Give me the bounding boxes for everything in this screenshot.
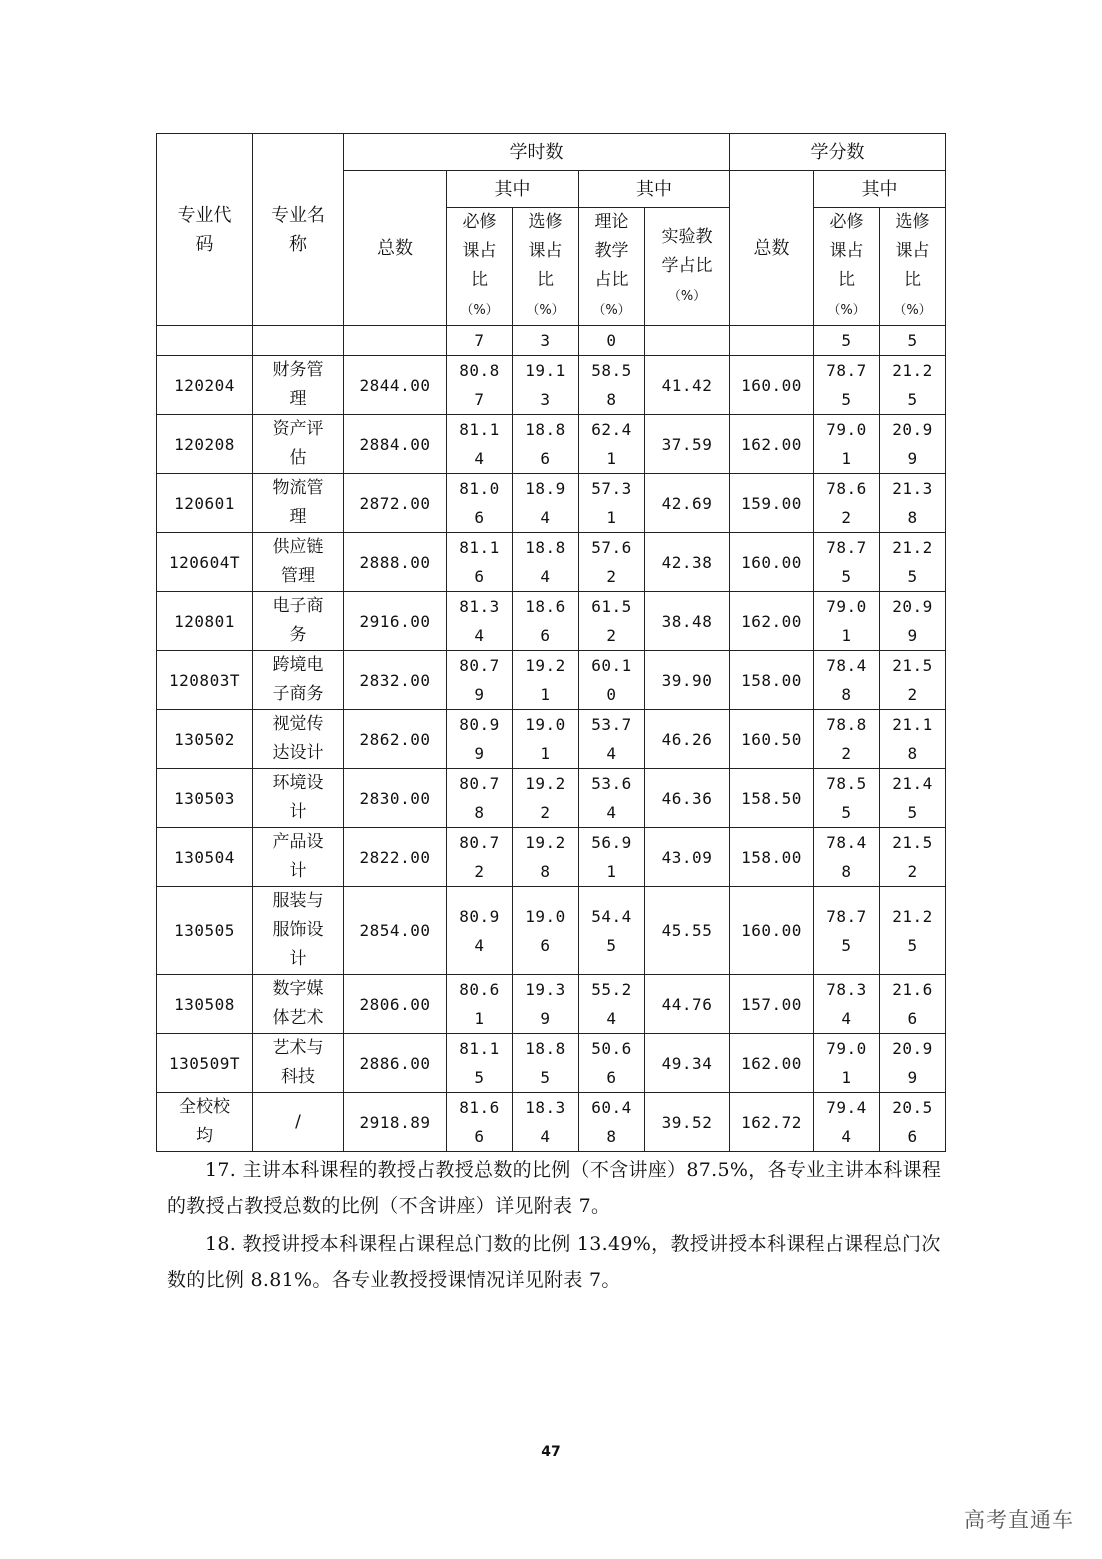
cell-creq: 78.7 5 [814,356,880,415]
cell-credits: 162.72 [730,1093,814,1152]
cell-name: 资产评 估 [253,415,344,474]
cell-req: 81.1 5 [447,1034,513,1093]
cell-credits: 162.00 [730,592,814,651]
cell-name: 跨境电 子商务 [253,651,344,710]
cell-pra: 49.34 [645,1034,730,1093]
cell-req: 80.7 2 [447,828,513,887]
cell-cele: 21.2 5 [880,887,946,975]
cell-cele: 20.9 9 [880,415,946,474]
cell-ele: 19.1 3 [513,356,579,415]
cell-code: 120604T [157,533,253,592]
cell-ele: 19.0 1 [513,710,579,769]
cell-creq: 79.0 1 [814,592,880,651]
cell-credits: 158.00 [730,651,814,710]
cell-hours: 2872.00 [344,474,447,533]
cell-creq: 78.7 5 [814,533,880,592]
overflow-cell [645,326,730,356]
cell-pra: 42.69 [645,474,730,533]
cell-hours: 2844.00 [344,356,447,415]
table-row [157,887,946,975]
cell-pra: 39.90 [645,651,730,710]
cell-name: 数字媒 体艺术 [253,975,344,1034]
overflow-cell: 5 [880,326,946,356]
cell-cele: 20.5 6 [880,1093,946,1152]
cell-name: 视觉传 达设计 [253,710,344,769]
cell-creq: 78.4 8 [814,828,880,887]
cell-hours: 2854.00 [344,887,447,975]
cell-name: 产品设 计 [253,828,344,887]
cell-creq: 79.0 1 [814,415,880,474]
cell-ele: 19.2 1 [513,651,579,710]
cell-credits: 159.00 [730,474,814,533]
cell-credits: 158.50 [730,769,814,828]
overflow-cell [157,326,253,356]
table-row [157,533,946,592]
cell-pra: 43.09 [645,828,730,887]
cell-cele: 21.1 8 [880,710,946,769]
header-code: 专业代 码 [157,134,253,326]
cell-code: 120803T [157,651,253,710]
cell-name: 财务管 理 [253,356,344,415]
cell-hours: 2888.00 [344,533,447,592]
cell-ele: 18.9 4 [513,474,579,533]
cell-ele: 19.2 8 [513,828,579,887]
header-elective: 选修 课占 比 （%） [513,208,579,326]
cell-hours: 2918.89 [344,1093,447,1152]
cell-code: 120204 [157,356,253,415]
cell-pra: 42.38 [645,533,730,592]
cell-req: 80.6 1 [447,975,513,1034]
cell-pra: 46.26 [645,710,730,769]
cell-pra: 41.42 [645,356,730,415]
cell-hours: 2862.00 [344,710,447,769]
header-theory: 理论 教学 占比 （%） [579,208,645,326]
cell-ele: 19.2 2 [513,769,579,828]
cell-code: 130504 [157,828,253,887]
cell-req: 80.7 9 [447,651,513,710]
cell-credits: 158.00 [730,828,814,887]
watermark: 高考直通车 [964,1508,1074,1532]
cell-code: 130508 [157,975,253,1034]
cell-the: 62.4 1 [579,415,645,474]
cell-the: 56.9 1 [579,828,645,887]
overflow-row [157,326,946,356]
cell-credits: 157.00 [730,975,814,1034]
page-number: 47 [541,1444,561,1460]
cell-code: 130503 [157,769,253,828]
cell-req: 81.1 6 [447,533,513,592]
cell-creq: 78.4 8 [814,651,880,710]
cell-pra: 38.48 [645,592,730,651]
cell-name: 环境设 计 [253,769,344,828]
cell-hours: 2822.00 [344,828,447,887]
cell-creq: 78.8 2 [814,710,880,769]
cell-the: 54.4 5 [579,887,645,975]
cell-req: 81.6 6 [447,1093,513,1152]
table-row [157,710,946,769]
cell-pra: 45.55 [645,887,730,975]
cell-ele: 19.3 9 [513,975,579,1034]
cell-req: 81.3 4 [447,592,513,651]
overflow-cell [344,326,447,356]
cell-name: / [253,1093,344,1152]
cell-cele: 20.9 9 [880,592,946,651]
overflow-cell: 5 [814,326,880,356]
table-row [157,415,946,474]
cell-cele: 21.5 2 [880,651,946,710]
cell-creq: 79.4 4 [814,1093,880,1152]
cell-name: 物流管 理 [253,474,344,533]
cell-cele: 21.5 2 [880,828,946,887]
header-of-which-1: 其中 [447,171,579,208]
overflow-cell [253,326,344,356]
cell-hours: 2884.00 [344,415,447,474]
cell-code: 130509T [157,1034,253,1093]
cell-the: 57.3 1 [579,474,645,533]
cell-the: 50.6 6 [579,1034,645,1093]
header-elective-credits: 选修 课占 比 （%） [880,208,946,326]
cell-pra: 37.59 [645,415,730,474]
cell-name: 供应链 管理 [253,533,344,592]
cell-credits: 160.50 [730,710,814,769]
cell-credits: 160.00 [730,356,814,415]
cell-ele: 18.3 4 [513,1093,579,1152]
cell-hours: 2832.00 [344,651,447,710]
cell-code: 120601 [157,474,253,533]
cell-code: 全校校 均 [157,1093,253,1152]
cell-req: 80.7 8 [447,769,513,828]
header-practice: 实验教 学占比 （%） [645,208,730,326]
cell-name: 服装与 服饰设 计 [253,887,344,975]
cell-creq: 78.5 5 [814,769,880,828]
header-required-credits: 必修 课占 比 （%） [814,208,880,326]
header-required: 必修 课占 比 （%） [447,208,513,326]
table-row [157,356,946,415]
cell-the: 58.5 8 [579,356,645,415]
cell-creq: 79.0 1 [814,1034,880,1093]
cell-the: 53.7 4 [579,710,645,769]
cell-credits: 160.00 [730,887,814,975]
header-name: 专业名 称 [253,134,344,326]
cell-the: 60.1 0 [579,651,645,710]
cell-pra: 39.52 [645,1093,730,1152]
header-total-credits: 总数 [730,171,814,326]
cell-credits: 162.00 [730,415,814,474]
cell-cele: 21.3 8 [880,474,946,533]
header-hours-group: 学时数 [344,134,730,171]
cell-req: 81.0 6 [447,474,513,533]
cell-req: 80.9 9 [447,710,513,769]
cell-creq: 78.3 4 [814,975,880,1034]
cell-ele: 18.8 6 [513,415,579,474]
header-of-which-3: 其中 [814,171,946,208]
cell-creq: 78.7 5 [814,887,880,975]
table-row [157,1093,946,1152]
cell-ele: 18.6 6 [513,592,579,651]
cell-the: 57.6 2 [579,533,645,592]
cell-code: 130502 [157,710,253,769]
table-row [157,975,946,1034]
cell-hours: 2886.00 [344,1034,447,1093]
cell-ele: 19.0 6 [513,887,579,975]
cell-the: 61.5 2 [579,592,645,651]
paragraph-18: 18. 教授讲授本科课程占课程总门数的比例 13.49%，教授讲授本科课程占课程总门次数的比例 8.81%。各专业教授授课情况详见附表 7。 [167,1233,941,1291]
overflow-cell [730,326,814,356]
cell-cele: 21.6 6 [880,975,946,1034]
overflow-cell: 0 [579,326,645,356]
cell-pra: 46.36 [645,769,730,828]
curriculum-table [156,133,946,1152]
overflow-cell: 7 [447,326,513,356]
cell-hours: 2830.00 [344,769,447,828]
cell-creq: 78.6 2 [814,474,880,533]
cell-credits: 162.00 [730,1034,814,1093]
cell-credits: 160.00 [730,533,814,592]
cell-hours: 2916.00 [344,592,447,651]
cell-cele: 21.4 5 [880,769,946,828]
cell-req: 80.9 4 [447,887,513,975]
cell-the: 53.6 4 [579,769,645,828]
cell-cele: 20.9 9 [880,1034,946,1093]
cell-cele: 21.2 5 [880,356,946,415]
table-row [157,1034,946,1093]
cell-cele: 21.2 5 [880,533,946,592]
cell-ele: 18.8 4 [513,533,579,592]
cell-name: 艺术与 科技 [253,1034,344,1093]
cell-the: 55.2 4 [579,975,645,1034]
overflow-cell: 3 [513,326,579,356]
cell-code: 130505 [157,887,253,975]
cell-pra: 44.76 [645,975,730,1034]
table-row [157,769,946,828]
cell-the: 60.4 8 [579,1093,645,1152]
table-row [157,474,946,533]
header-credits-group: 学分数 [730,134,946,171]
header-of-which-2: 其中 [579,171,730,208]
cell-ele: 18.8 5 [513,1034,579,1093]
table-row [157,828,946,887]
paragraph-17: 17. 主讲本科课程的教授占教授总数的比例（不含讲座）87.5%，各专业主讲本科课程的教授占教授总数的比例（不含讲座）详见附表 7。 [167,1159,942,1217]
cell-code: 120208 [157,415,253,474]
cell-req: 81.1 4 [447,415,513,474]
table-row [157,651,946,710]
header-total-hours: 总数 [344,171,447,326]
table-row [157,592,946,651]
cell-code: 120801 [157,592,253,651]
cell-name: 电子商 务 [253,592,344,651]
cell-hours: 2806.00 [344,975,447,1034]
cell-req: 80.8 7 [447,356,513,415]
